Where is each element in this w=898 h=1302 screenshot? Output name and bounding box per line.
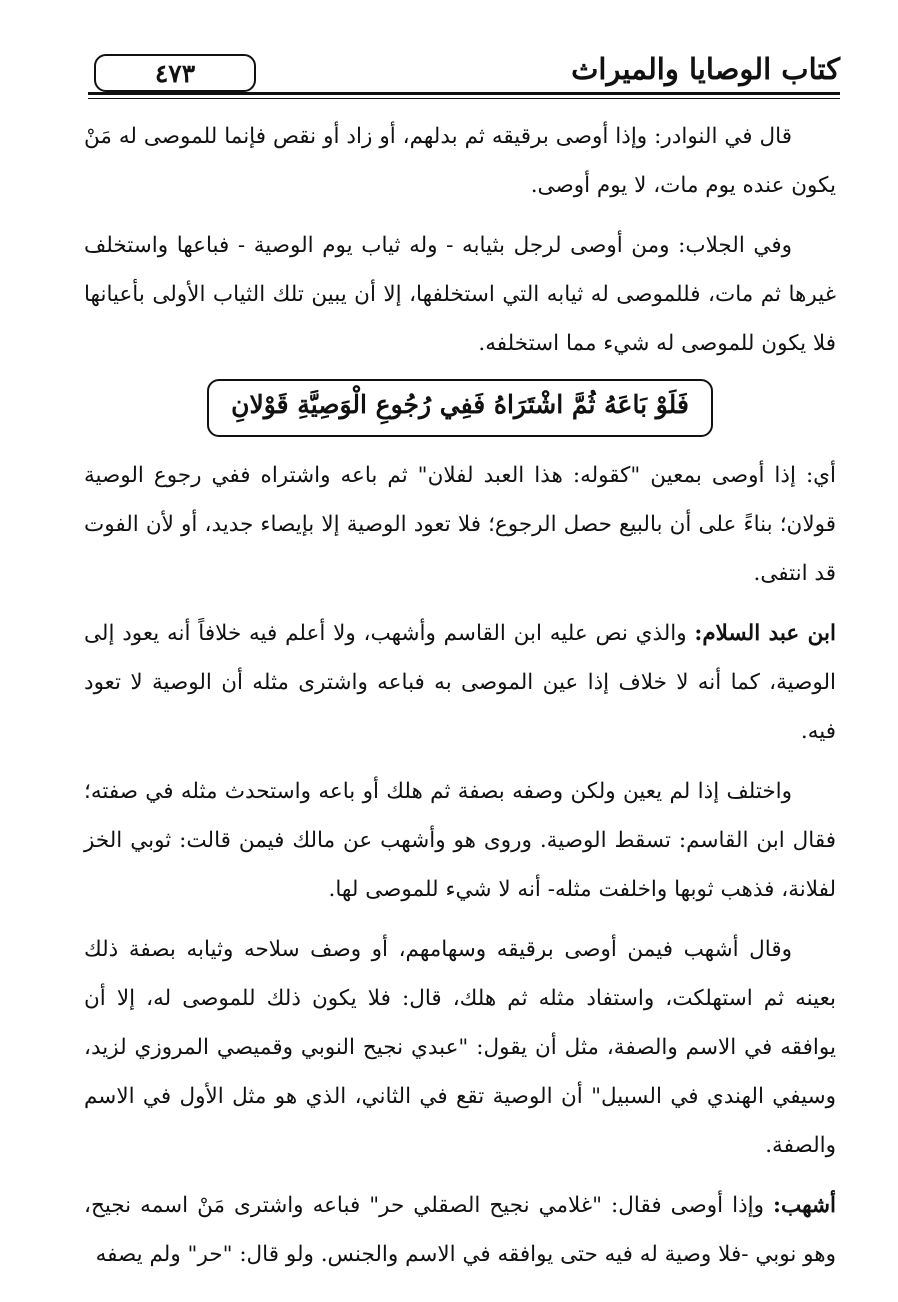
paragraph-jallab [84, 221, 836, 368]
header-rule-thick [88, 92, 840, 95]
paragraph-text: قال في النوادر: وإذا أوصى برقيقه ثم بدلهم، أو زاد أو نقص فإنما للموصى له مَنْ يكون عنده يوم مات، لا يوم أوصى. [84, 124, 836, 198]
paragraph-text: والذي نص عليه ابن القاسم وأشهب، ولا أعلم فيه خلافاً أنه يعود إلى الوصية، كما أنه لا خلاف إذا عين الموصى به فباعه واشترى مثله أن الوصية لا تعود فيه. [84, 621, 836, 744]
paragraph-text: وإذا أوصى فقال: "غلامي نجيح الصقلي حر" فباعه واشترى مَنْ اسمه نجيح، وهو نوبي -فلا وصية له فيه حتى يوافقه في الاسم والجنس. ولو قال: "حر" ولم يصفه [84, 1193, 836, 1267]
paragraph-text: وقال أشهب فيمن أوصى برقيقه وسهامهم، أو وصف سلاحه وثيابه بصفة ذلك بعينه ثم استهلكت، واستفاد مثله ثم هلك، قال: فلا يكون ذلك للموصى له، إلا أن يوافقه في الاسم والصفة، مثل أن يقول: "عبدي نجيح النوبي وقميصي المروزي لزيد، وسيفي الهندي في السبيل" أن الوصية تقع في الثاني، الذي هو مثل الأول في الاسم والصفة. [84, 937, 836, 1158]
paragraph-lead: أشهب: [773, 1193, 836, 1218]
matn-box [207, 379, 713, 437]
page-header [88, 48, 840, 98]
paragraph-text: واختلف إذا لم يعين ولكن وصفه بصفة ثم هلك أو باعه واستحدث مثله في صفته؛ فقال ابن القاسم: تسقط الوصية. وروى هو وأشهب عن مالك فيمن قالت: ثوبي الخز لفلانة، فذهب ثوبها واخلفت مثله- أنه لا شيء للموصى لها. [84, 779, 836, 902]
book-title: كتاب الوصايا والميراث [571, 52, 840, 86]
page-body [84, 112, 836, 1290]
paragraph-ikhtilaf [84, 767, 836, 914]
paragraph-ashhab-ghulam [84, 1181, 836, 1279]
paragraph-commentary-ay [84, 451, 836, 598]
matn-wrapper [84, 379, 836, 437]
header-rule-thin [88, 98, 840, 99]
paragraph-ibn-abd-salam [84, 609, 836, 756]
paragraph-ashhab-raqiq [84, 925, 836, 1170]
matn-text: فَلَوْ بَاعَهُ ثُمَّ اشْتَرَاهُ فَفِي رُجُوعِ الْوَصِيَّةِ قَوْلانِ [231, 390, 689, 419]
paragraph-nawadir [84, 112, 836, 210]
paragraph-text: أي: إذا أوصى بمعين "كقوله: هذا العبد لفلان" ثم باعه واشتراه ففي رجوع الوصية قولان؛ بناءً على أن بالبيع حصل الرجوع؛ فلا تعود الوصية إلا بإيصاء جديد، أو لأن الفوت قد انتفى. [84, 463, 836, 586]
page-number-text: ٤٧٣ [154, 58, 196, 88]
paragraph-lead: ابن عبد السلام: [694, 621, 836, 646]
paragraph-text: وفي الجلاب: ومن أوصى لرجل بثيابه - وله ثياب يوم الوصية - فباعها واستخلف غيرها ثم مات، فللموصى له ثيابه التي استخلفها، إلا أن يبين تلك الثياب الأولى بأعيانها فلا يكون للموصى له شيء مما استخلفه. [84, 233, 836, 356]
page-number [94, 54, 256, 92]
